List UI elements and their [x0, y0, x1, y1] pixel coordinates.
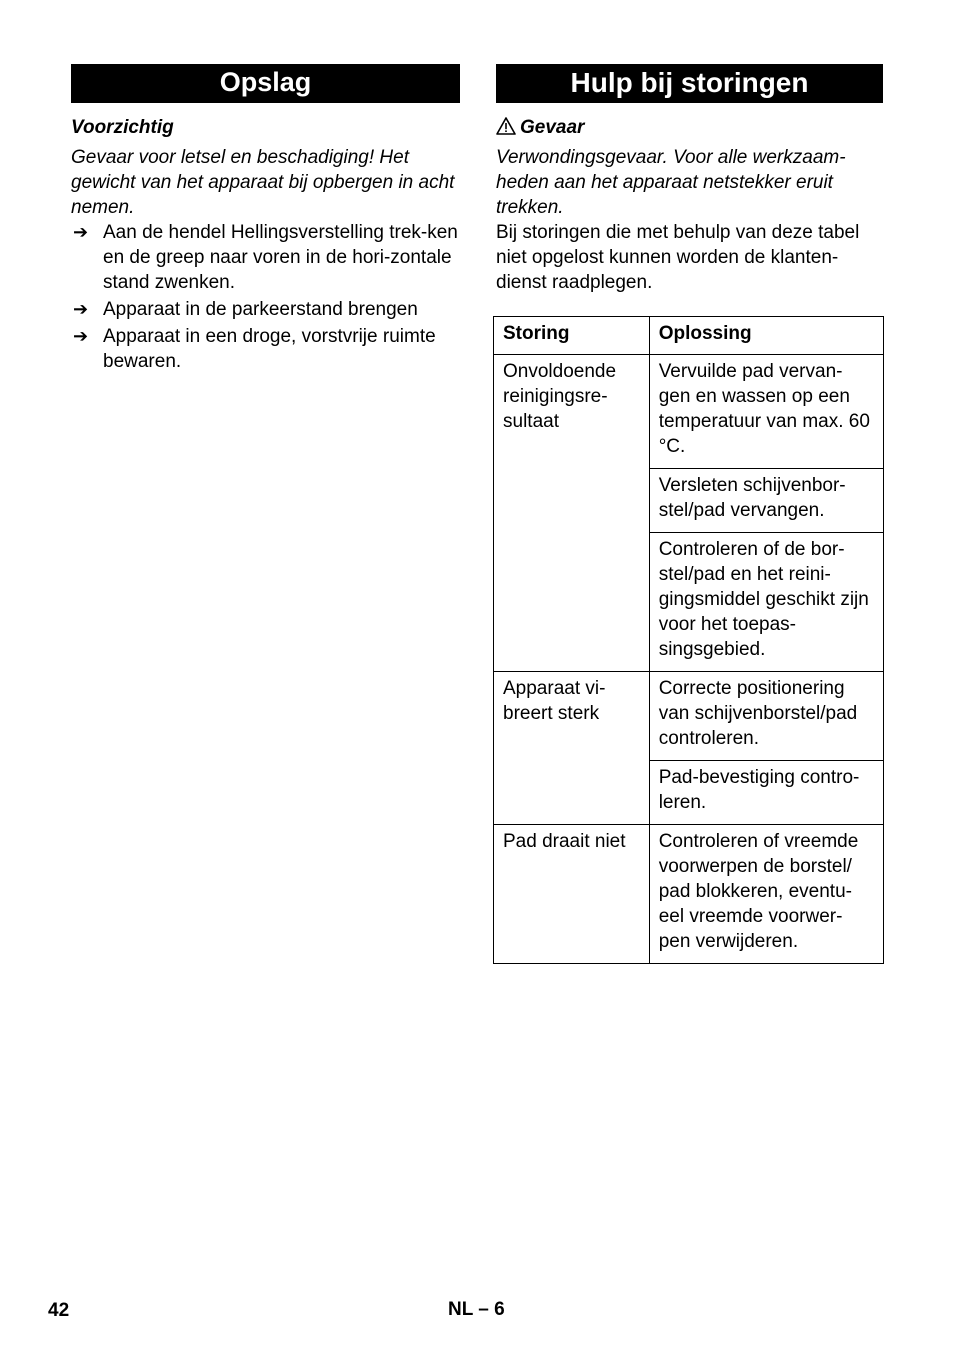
solution-cell: Pad-bevestiging contro-leren.	[649, 761, 883, 825]
header-storing: Storing	[494, 317, 650, 355]
fault-cell: Onvoldoende reinigingsre-sultaat	[494, 355, 650, 672]
fault-table	[493, 316, 884, 964]
solution-cell: Controleren of de bor-stel/pad en het reini-gingsmiddel geschikt zijn voor het toepas-singsgebied.	[649, 533, 883, 672]
storage-steps	[71, 220, 460, 374]
troubleshooting-intro: Bij storingen die met behulp van deze tabel niet opgelost kunnen worden de klanten-dienst raadplegen.	[496, 222, 860, 293]
solution-cell: Vervuilde pad vervan-gen en wassen op een temperatuur van max. 60 °C.	[649, 355, 883, 469]
warning-triangle-icon	[496, 117, 520, 142]
page-number: 42	[48, 1300, 70, 1321]
fault-cell: Apparaat vi-breert sterk	[494, 672, 650, 825]
step-item	[71, 324, 460, 374]
step-item	[71, 297, 460, 322]
fault-cell: Pad draait niet	[494, 825, 650, 964]
solution-cell: Correcte positionering van schijvenborstel/pad controleren.	[649, 672, 883, 761]
storage-section	[71, 64, 460, 376]
danger-heading	[496, 115, 883, 141]
step-text: Apparaat in de parkeerstand brengen	[103, 299, 418, 320]
caution-text: Gevaar voor letsel en beschadiging! Het gewicht van het apparaat bij opbergen in acht nemen.	[71, 147, 455, 218]
danger-text: Verwondingsgevaar. Voor alle werkzaam-heden aan het apparaat netstekker eruit trekken.	[496, 147, 846, 218]
header-oplossing: Oplossing	[649, 317, 883, 355]
arrow-right-icon: ➔	[73, 326, 89, 346]
danger-label: Gevaar	[520, 117, 585, 138]
table-row	[494, 672, 884, 761]
arrow-right-icon: ➔	[73, 222, 89, 242]
arrow-right-icon: ➔	[73, 299, 89, 319]
table-row	[494, 355, 884, 469]
step-text: Aan de hendel Hellingsverstelling trek-ken en de greep naar voren in de hori-zontale stand zwenken.	[103, 222, 458, 293]
language-page-label: NL – 6	[448, 1299, 505, 1320]
troubleshooting-title: Hulp bij storingen	[496, 64, 883, 103]
step-item	[71, 220, 460, 295]
solution-cell: Versleten schijvenbor-stel/pad vervangen.	[649, 469, 883, 533]
table-row	[494, 825, 884, 964]
caution-heading: Voorzichtig	[71, 117, 174, 138]
step-text: Apparaat in een droge, vorstvrije ruimte bewaren.	[103, 326, 436, 372]
troubleshooting-section	[496, 64, 883, 295]
table-header-row	[494, 317, 884, 355]
storage-title: Opslag	[71, 64, 460, 103]
solution-cell: Controleren of vreemde voorwerpen de borstel/ pad blokkeren, eventu-eel vreemde voorwer-pen verwijderen.	[649, 825, 883, 964]
